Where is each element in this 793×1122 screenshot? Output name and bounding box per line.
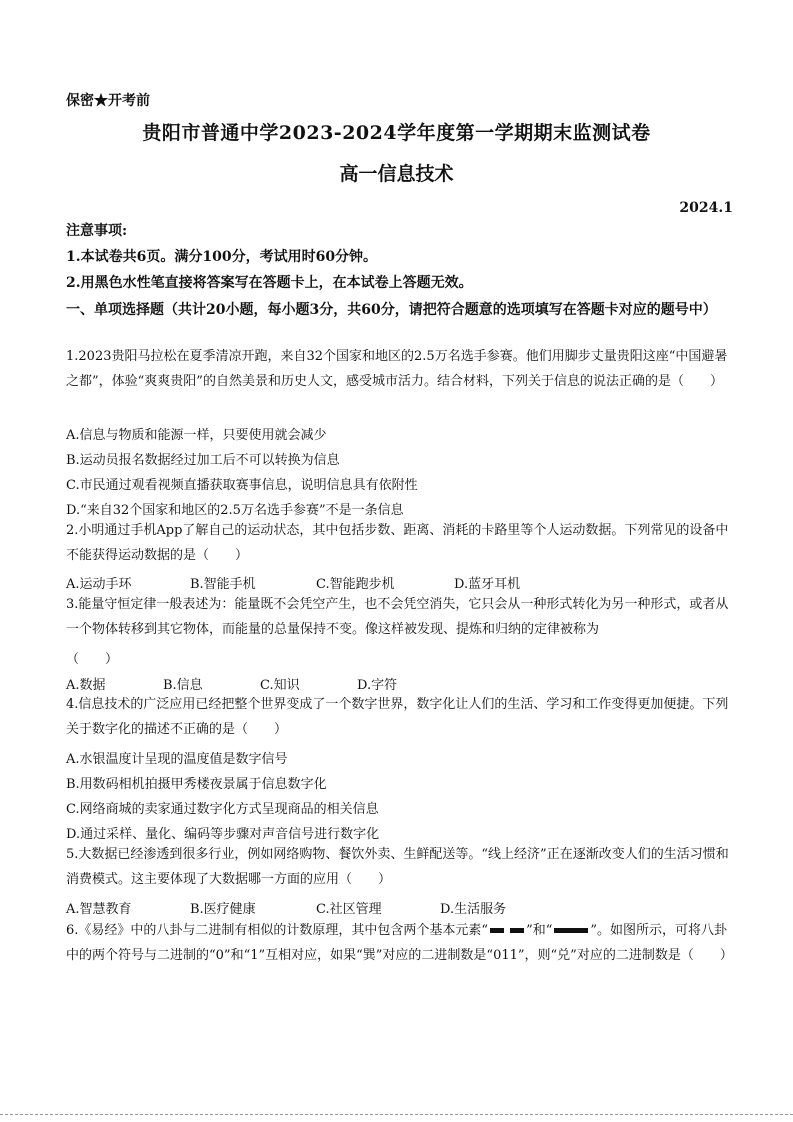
question-5-option-b: B.医疗健康 [190,902,256,917]
question-3-paren: （ ） [66,652,119,667]
question-1-option-a: A.信息与物质和能源一样，只要使用就会减少 [66,428,327,443]
question-4-option-b: B.用数码相机拍摄甲秀楼夜景属于信息数字化 [66,777,327,792]
question-6-stem [66,919,732,968]
question-3-option-c: C.知识 [260,678,300,693]
question-1-option-b: B.运动员报名数据经过加工后不可以转换为信息 [66,453,340,468]
question-5-option-c: C.社区管理 [316,902,382,917]
section-heading: 一、单项选择题（共计20小题，每小题3分，共60分，请把符合题意的选项填写在答题卡对应的题号中） [66,302,717,318]
yin-symbol [490,928,524,933]
question-5-stem: 5.大数据已经渗透到很多行业，例如网络购物、餐饮外卖、生鲜配送等。“线上经济”正在逐渐改变人们的生活习惯和消费模式。这主要体现了大数据哪一方面的应用（ ） [66,847,729,887]
question-2-options [66,573,666,592]
question-2-option-b: B.智能手机 [190,577,256,592]
exam-title: 贵阳市普通中学2023-2024学年度第一学期期末监测试卷 [142,122,651,144]
question-1-stem: 1.2023贵阳马拉松在夏季清凉开跑，来自32个国家和地区的2.5万名选手参赛。他们用脚步丈量贵阳这座“中国避暑之都”，体验“爽爽贵阳”的自然美景和历史人文，感受城市活力。结合材料，下列关于信息的说法正确的是（ ） [66,349,728,389]
question-3-option-a: A.数据 [66,678,106,693]
exam-subtitle: 高一信息技术 [339,163,454,185]
yang-symbol [554,928,588,933]
notice-heading: 注意事项: [66,223,128,239]
exam-date: 2024.1 [679,200,733,216]
notice-item-1: 1.本试卷共6页。满分100分，考试用时60分钟。 [66,249,378,265]
notice-item-2: 2.用黑色水性笔直接将答案写在答题卡上，在本试卷上答题无效。 [66,275,473,291]
question-3-options [66,674,666,693]
question-2-option-d: D.蓝牙耳机 [454,577,521,592]
question-5-option-d: D.生活服务 [440,902,507,917]
question-1-option-d: D.“来自32个国家和地区的2.5万名选手参赛”不是一条信息 [66,503,404,518]
question-6-text-1: 6.《易经》中的八卦与二进制有相似的计数原理，其中包含两个基本元素“ [66,923,489,938]
question-3-option-b: B.信息 [163,678,203,693]
question-2-option-a: A.运动手环 [66,577,132,592]
question-6-text-2: ”和“ [526,923,553,938]
question-3-option-d: D.字符 [357,678,398,693]
question-5-option-a: A.智慧教育 [66,902,132,917]
question-1-option-c: C.市民通过观看视频直播获取赛事信息，说明信息具有依附性 [66,478,418,493]
page-bottom-line [0,1114,793,1115]
question-2-stem: 2.小明通过手机App了解自己的运动状态，其中包括步数、距离、消耗的卡路里等个人运动数据。下列常见的设备中不能获得运动数据的是（ ） [66,523,729,563]
confidential-label: 保密★开考前 [66,93,150,109]
question-4-option-c: C.网络商城的卖家通过数字化方式呈现商品的相关信息 [66,802,379,817]
question-4-option-d: D.通过采样、量化、编码等步骤对声音信号进行数字化 [66,827,380,842]
question-6-text-3: ”。如图所示，可将八卦中的两个符号与二进制的“0”和“1”互相对应，如果“巽”对应的二进制数是“011”，则“兑”对应的二进制数是（ ） [66,923,733,963]
question-2-option-c: C.智能跑步机 [316,577,395,592]
question-5-options [66,898,666,917]
question-3-stem: 3.能量守恒定律一般表述为：能量既不会凭空产生，也不会凭空消失，它只会从一种形式转化为另一种形式，或者从一个物体转移到其它物体，而能量的总量保持不变。像这样被发现、提炼和归纳的定律被称为 [66,597,729,637]
question-4-stem: 4.信息技术的广泛应用已经把整个世界变成了一个数字世界，数字化让人们的生活、学习和工作变得更加便捷。下列关于数字化的描述不正确的是（ ） [66,697,729,737]
question-4-option-a: A.水银温度计呈现的温度值是数字信号 [66,752,288,767]
